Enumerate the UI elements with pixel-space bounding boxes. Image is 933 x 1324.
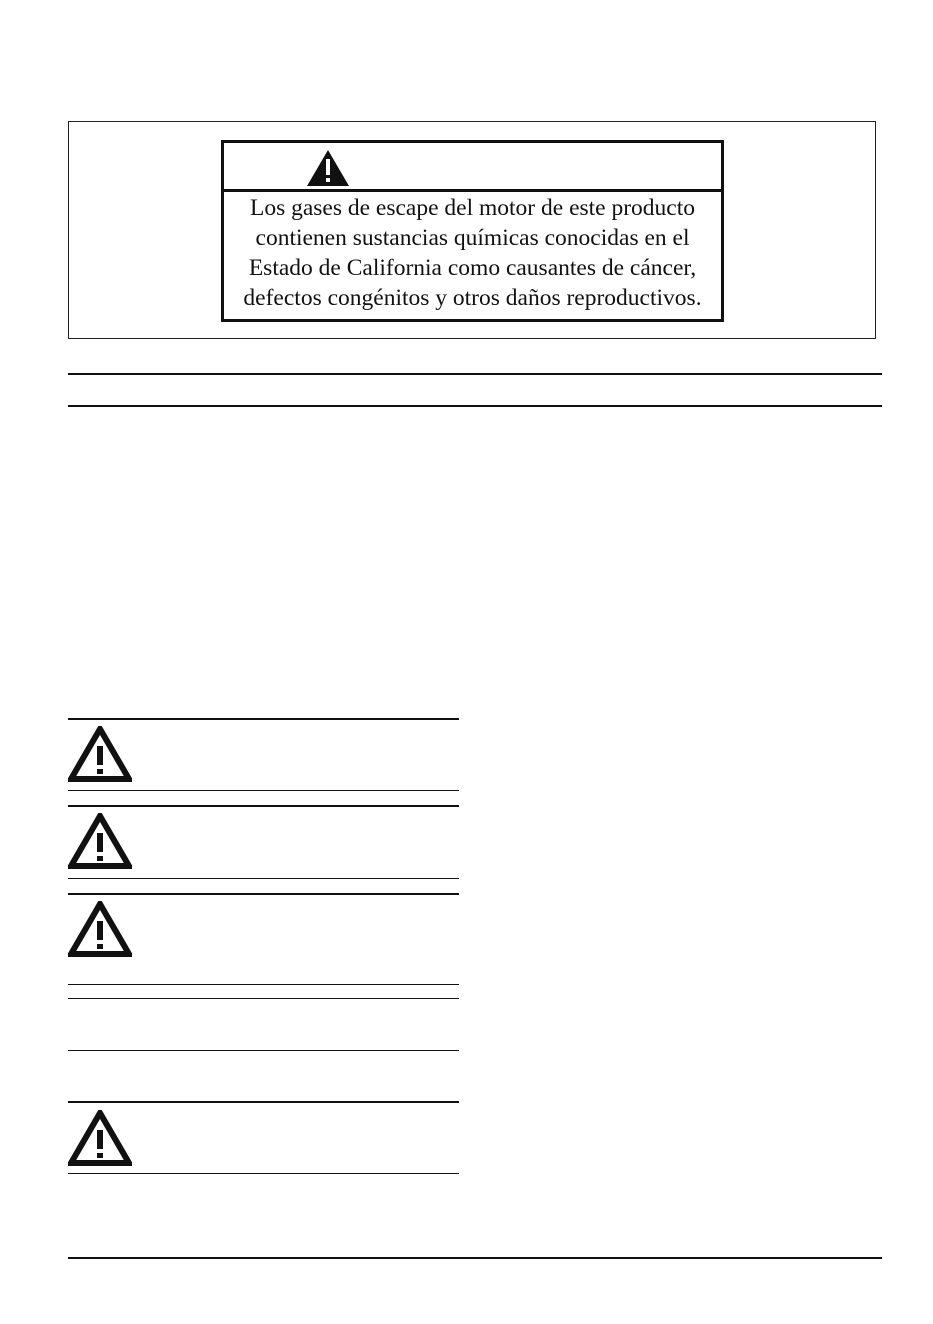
warning-line: Los gases de escape del motor de este producto [249, 195, 696, 221]
warning-triangle-icon [306, 149, 350, 187]
warning-line: defectos congénitos y otros daños reproductivos. [243, 285, 702, 311]
warning-triangle-icon [68, 1110, 132, 1166]
block-rule-top [68, 718, 459, 720]
section-rule-bottom [68, 405, 882, 407]
block-rule-top [68, 893, 459, 895]
block-rule-bottom [68, 984, 459, 985]
block-rule-top [68, 1101, 459, 1103]
warning-text [224, 193, 721, 313]
warning-line: contienen sustancias químicas conocidas en el [255, 225, 690, 251]
california-prop65-warning-box [221, 140, 724, 322]
footer-rule [68, 1257, 882, 1259]
block-rule-bottom [68, 1050, 459, 1051]
section-rule-top [68, 373, 882, 375]
block-rule-bottom [68, 790, 459, 791]
warning-triangle-icon [68, 726, 132, 782]
warning-triangle-icon [68, 813, 132, 869]
block-rule-bottom [68, 878, 459, 879]
block-rule-top [68, 998, 459, 999]
block-rule-top [68, 805, 459, 807]
warning-header [224, 143, 721, 192]
warning-line: Estado de California como causantes de cáncer, [248, 255, 697, 281]
block-rule-bottom [68, 1173, 459, 1174]
warning-triangle-icon [68, 901, 132, 957]
